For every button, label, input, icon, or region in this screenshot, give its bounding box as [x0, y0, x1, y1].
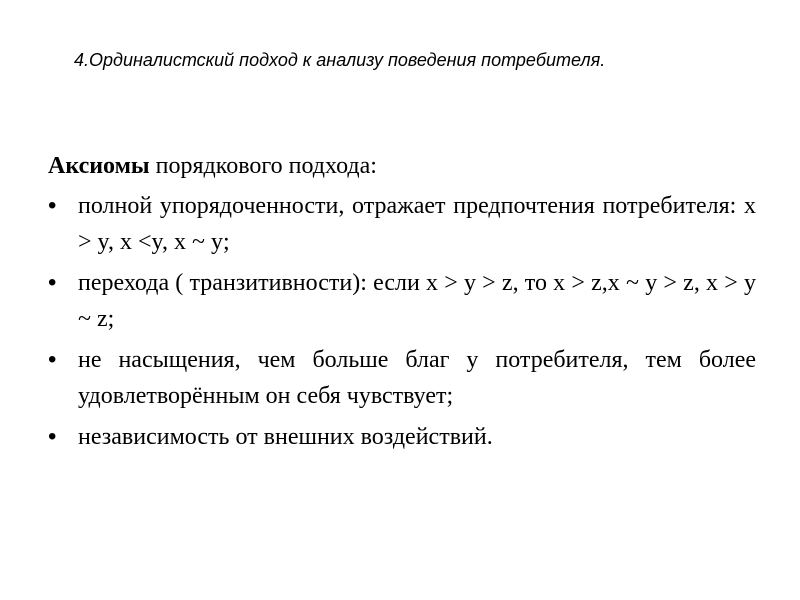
bullet-icon: • — [48, 192, 57, 219]
list-item — [48, 188, 756, 260]
axioms-list — [48, 188, 756, 455]
list-item-text: независимость от внешних воздействий. — [78, 424, 493, 450]
axioms-heading-rest: порядкового подхода: — [149, 153, 377, 179]
list-item-text: не насыщения, чем больше благ у потребителя, тем более удовлетворённым он себя чувствует; — [78, 347, 756, 409]
slide-body — [48, 148, 756, 460]
bullet-icon: • — [48, 423, 57, 450]
list-item-text: полной упорядоченности, отражает предпочтения потребителя: x > y, x <y, x ~ y; — [78, 193, 756, 255]
list-item — [48, 419, 756, 455]
bullet-icon: • — [48, 346, 57, 373]
list-item — [48, 265, 756, 337]
slide-title: 4.Ординалистский подход к анализу поведения потребителя. — [74, 50, 606, 70]
axioms-heading — [48, 148, 756, 188]
list-item-text: перехода ( транзитивности): если x > y > z, то x > z,x ~ y > z, x > y ~ z; — [78, 270, 756, 332]
list-item — [48, 342, 756, 414]
bullet-icon: • — [48, 269, 57, 296]
axioms-heading-bold: Аксиомы — [48, 153, 150, 179]
